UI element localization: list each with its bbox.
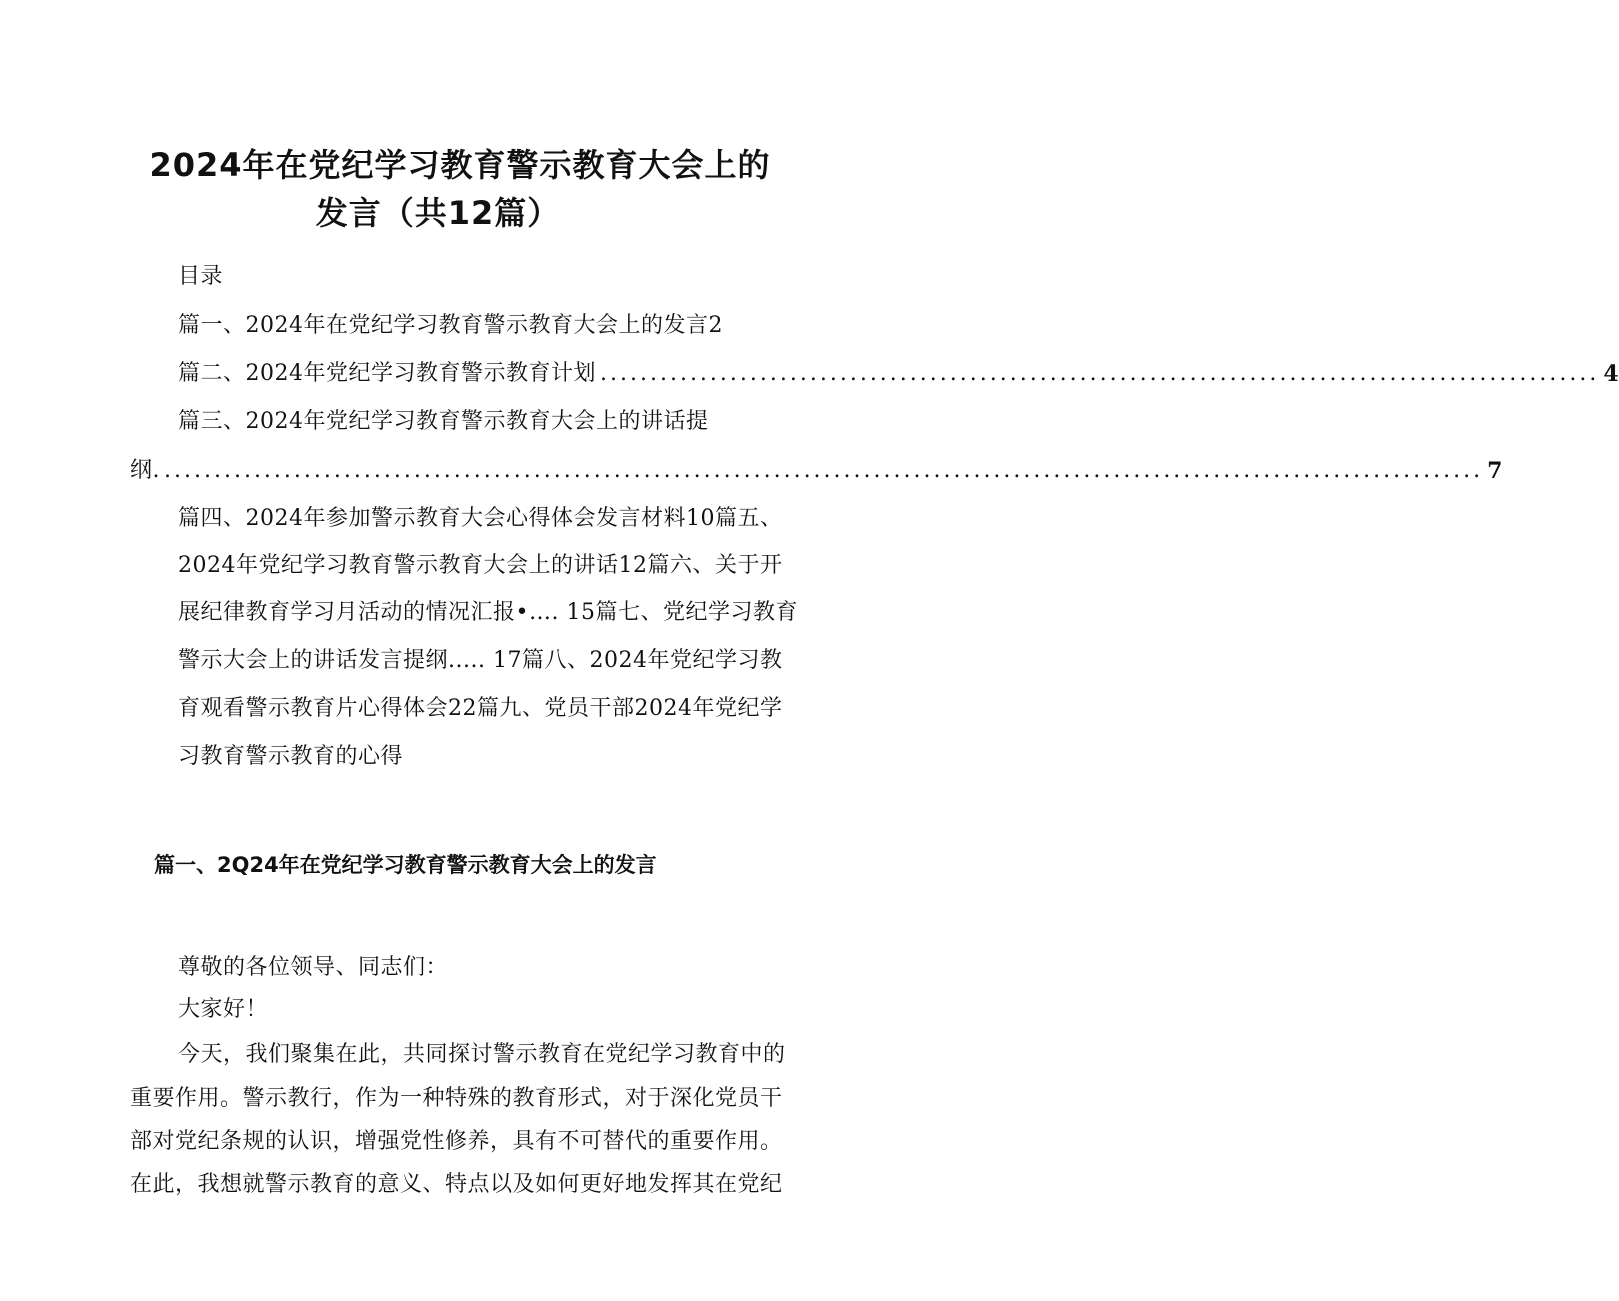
- toc-leader-dots: ....................................................................................................................................: [164, 458, 1484, 483]
- body-greeting: 大家好！: [178, 997, 269, 1022]
- toc-paragraph-line: 习教育警示教育的心得: [178, 744, 404, 769]
- document-title-line-1: 2024年在党纪学习教育警示教育大会上的: [149, 146, 771, 184]
- toc-paragraph-line: 展纪律教育学习月活动的情况汇报•…. 15篇七、党纪学习教育: [178, 600, 798, 625]
- toc-entry-1[interactable]: 篇一、2024年在党纪学习教育警示教育大会上的发言2: [178, 313, 723, 338]
- body-salutation: 尊敬的各位领导、同志们：: [178, 955, 449, 980]
- toc-entry-3[interactable]: 篇三、2024年党纪学习教育警示教育大会上的讲话提: [178, 409, 709, 434]
- toc-paragraph-line: 2024年党纪学习教育警示教育大会上的讲话12篇六、关于开: [178, 553, 783, 578]
- toc-paragraph-line: 育观看警示教育片心得体会22篇九、党员干部2024年党纪学: [178, 696, 783, 721]
- toc-entry-2-text: 篇二、2024年党纪学习教育警示教育计划: [178, 361, 596, 386]
- toc-entry-3-text-continued: 纲.: [130, 458, 160, 483]
- document-title-line-2: 发言（共12篇）: [315, 194, 561, 232]
- toc-leader-dots: ....................................................................................................: [600, 361, 1600, 386]
- toc-paragraph-line: 警示大会上的讲话发言提纲..... 17篇八、2024年党纪学习教: [178, 648, 783, 673]
- toc-paragraph-line: 篇四、2024年参加警示教育大会心得体会发言材料10篇五、: [178, 506, 783, 531]
- toc-label: 目录: [178, 264, 224, 289]
- body-paragraph-line: 部对党纪条规的认识，增强党性修养，具有不可替代的重要作用。: [130, 1129, 783, 1154]
- section-heading: 篇一、2Q24年在党纪学习教育警示教育大会上的发言: [154, 853, 657, 877]
- toc-entry-2[interactable]: [178, 359, 1619, 389]
- toc-entry-3-page: 7: [1487, 458, 1503, 484]
- body-paragraph-line: 今天，我们聚集在此，共同探讨警示教育在党纪学习教育中的: [178, 1042, 786, 1067]
- body-paragraph-line: 重要作用。警示教行，作为一种特殊的教育形式，对于深化党员干: [130, 1086, 783, 1111]
- body-paragraph-line: 在此，我想就警示教育的意义、特点以及如何更好地发挥其在党纪: [130, 1172, 783, 1197]
- toc-entry-3-continued[interactable]: [130, 456, 1503, 486]
- toc-entry-2-page: 4: [1603, 361, 1619, 387]
